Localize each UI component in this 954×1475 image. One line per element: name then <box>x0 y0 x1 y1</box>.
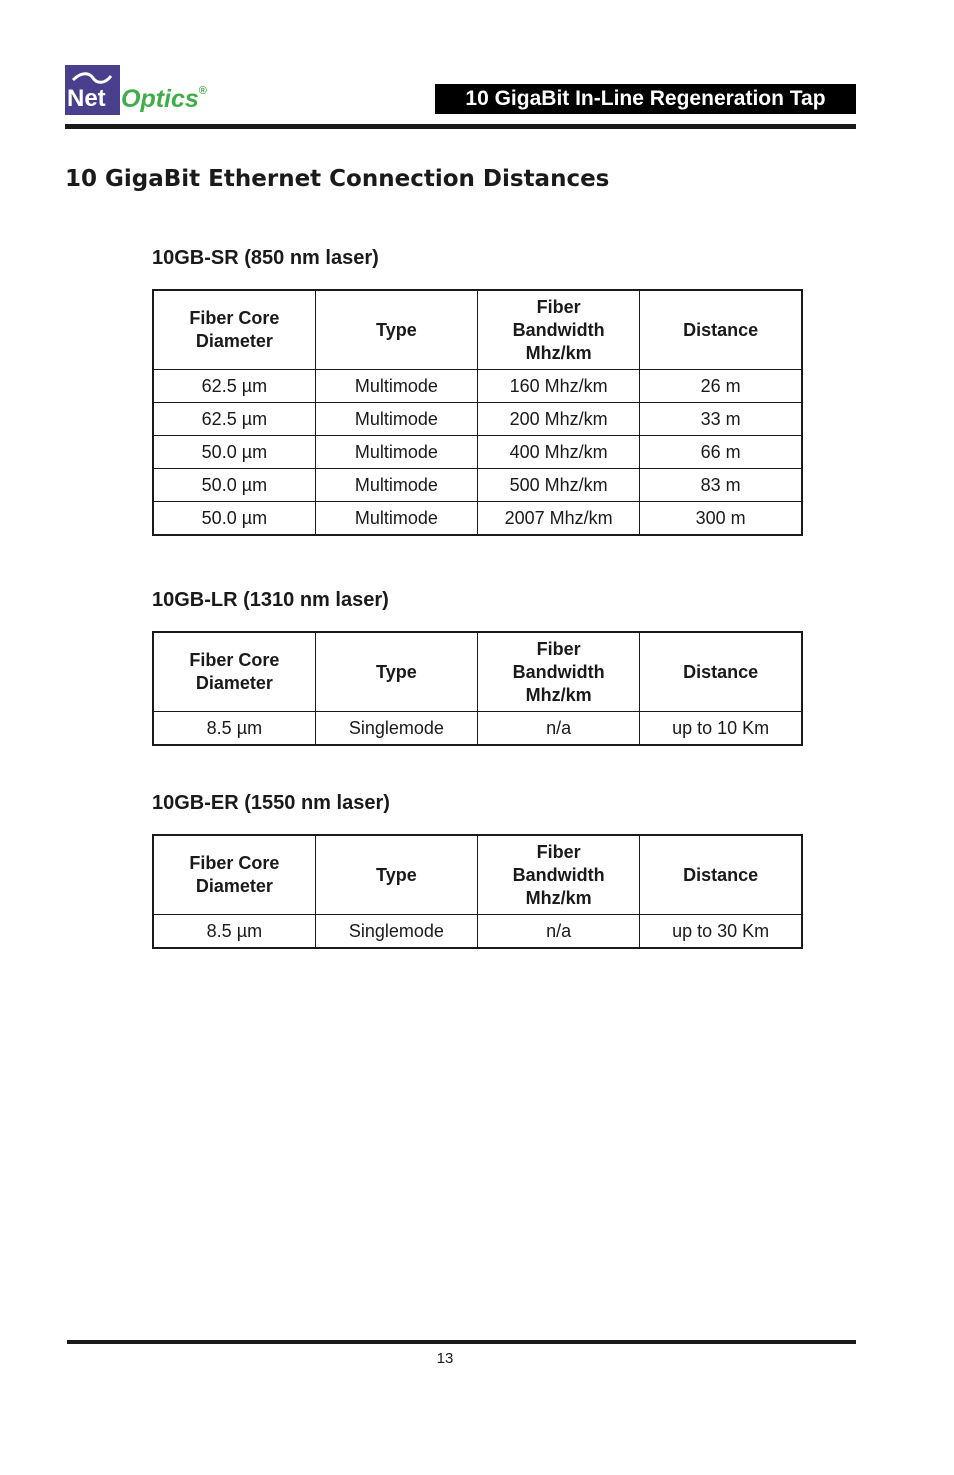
table-row <box>153 436 802 469</box>
cell-diameter: 50.0 µm <box>153 502 315 536</box>
table-row <box>153 502 802 536</box>
cell-diameter: 50.0 µm <box>153 469 315 502</box>
col-header-distance: Distance <box>640 632 802 712</box>
cell-bandwidth: n/a <box>478 712 640 746</box>
section-heading-lr: 10GB-LR (1310 nm laser) <box>152 589 389 611</box>
col-header-diameter: Fiber Core Diameter <box>153 290 315 370</box>
cell-distance: 26 m <box>640 370 802 403</box>
logo-optics-text: Optics® <box>121 85 207 113</box>
table-header-row <box>153 632 802 712</box>
netoptics-logo <box>65 65 225 117</box>
cell-bandwidth: n/a <box>478 915 640 949</box>
cell-type: Singlemode <box>315 915 477 949</box>
header-rule <box>65 124 856 129</box>
col-header-distance: Distance <box>640 835 802 915</box>
cell-diameter: 8.5 µm <box>153 915 315 949</box>
table-row <box>153 469 802 502</box>
cell-distance: 66 m <box>640 436 802 469</box>
table-row <box>153 712 802 746</box>
page-title: 10 GigaBit Ethernet Connection Distances <box>65 166 610 192</box>
col-header-bandwidth: Fiber Bandwidth Mhz/km <box>478 290 640 370</box>
cell-bandwidth: 200 Mhz/km <box>478 403 640 436</box>
cell-bandwidth: 2007 Mhz/km <box>478 502 640 536</box>
cell-bandwidth: 400 Mhz/km <box>478 436 640 469</box>
col-header-bandwidth: Fiber Bandwidth Mhz/km <box>478 632 640 712</box>
cell-type: Multimode <box>315 469 477 502</box>
col-header-diameter: Fiber Core Diameter <box>153 835 315 915</box>
table-sr <box>152 289 803 536</box>
table-row <box>153 370 802 403</box>
cell-diameter: 62.5 µm <box>153 403 315 436</box>
page-number: 13 <box>436 1350 454 1367</box>
col-header-bandwidth: Fiber Bandwidth Mhz/km <box>478 835 640 915</box>
cell-diameter: 8.5 µm <box>153 712 315 746</box>
col-header-type: Type <box>315 632 477 712</box>
cell-bandwidth: 160 Mhz/km <box>478 370 640 403</box>
table-header-row <box>153 290 802 370</box>
cell-distance: up to 10 Km <box>640 712 802 746</box>
cell-distance: 300 m <box>640 502 802 536</box>
col-header-type: Type <box>315 835 477 915</box>
cell-distance: 33 m <box>640 403 802 436</box>
wave-icon <box>71 71 113 85</box>
cell-distance: up to 30 Km <box>640 915 802 949</box>
table-header-row <box>153 835 802 915</box>
registered-mark: ® <box>198 85 207 97</box>
table-lr <box>152 631 803 746</box>
cell-diameter: 50.0 µm <box>153 436 315 469</box>
cell-type: Multimode <box>315 436 477 469</box>
table-er <box>152 834 803 949</box>
cell-bandwidth: 500 Mhz/km <box>478 469 640 502</box>
cell-type: Multimode <box>315 502 477 536</box>
cell-type: Multimode <box>315 370 477 403</box>
col-header-type: Type <box>315 290 477 370</box>
cell-distance: 83 m <box>640 469 802 502</box>
footer-rule <box>67 1340 856 1344</box>
logo-box <box>65 65 120 115</box>
section-heading-er: 10GB-ER (1550 nm laser) <box>152 792 390 814</box>
col-header-diameter: Fiber Core Diameter <box>153 632 315 712</box>
header-title-band: 10 GigaBit In-Line Regeneration Tap <box>435 84 856 114</box>
logo-net-text: Net <box>67 85 106 112</box>
table-row <box>153 915 802 949</box>
table-row <box>153 403 802 436</box>
col-header-distance: Distance <box>640 290 802 370</box>
cell-type: Singlemode <box>315 712 477 746</box>
cell-type: Multimode <box>315 403 477 436</box>
section-heading-sr: 10GB-SR (850 nm laser) <box>152 247 379 269</box>
cell-diameter: 62.5 µm <box>153 370 315 403</box>
